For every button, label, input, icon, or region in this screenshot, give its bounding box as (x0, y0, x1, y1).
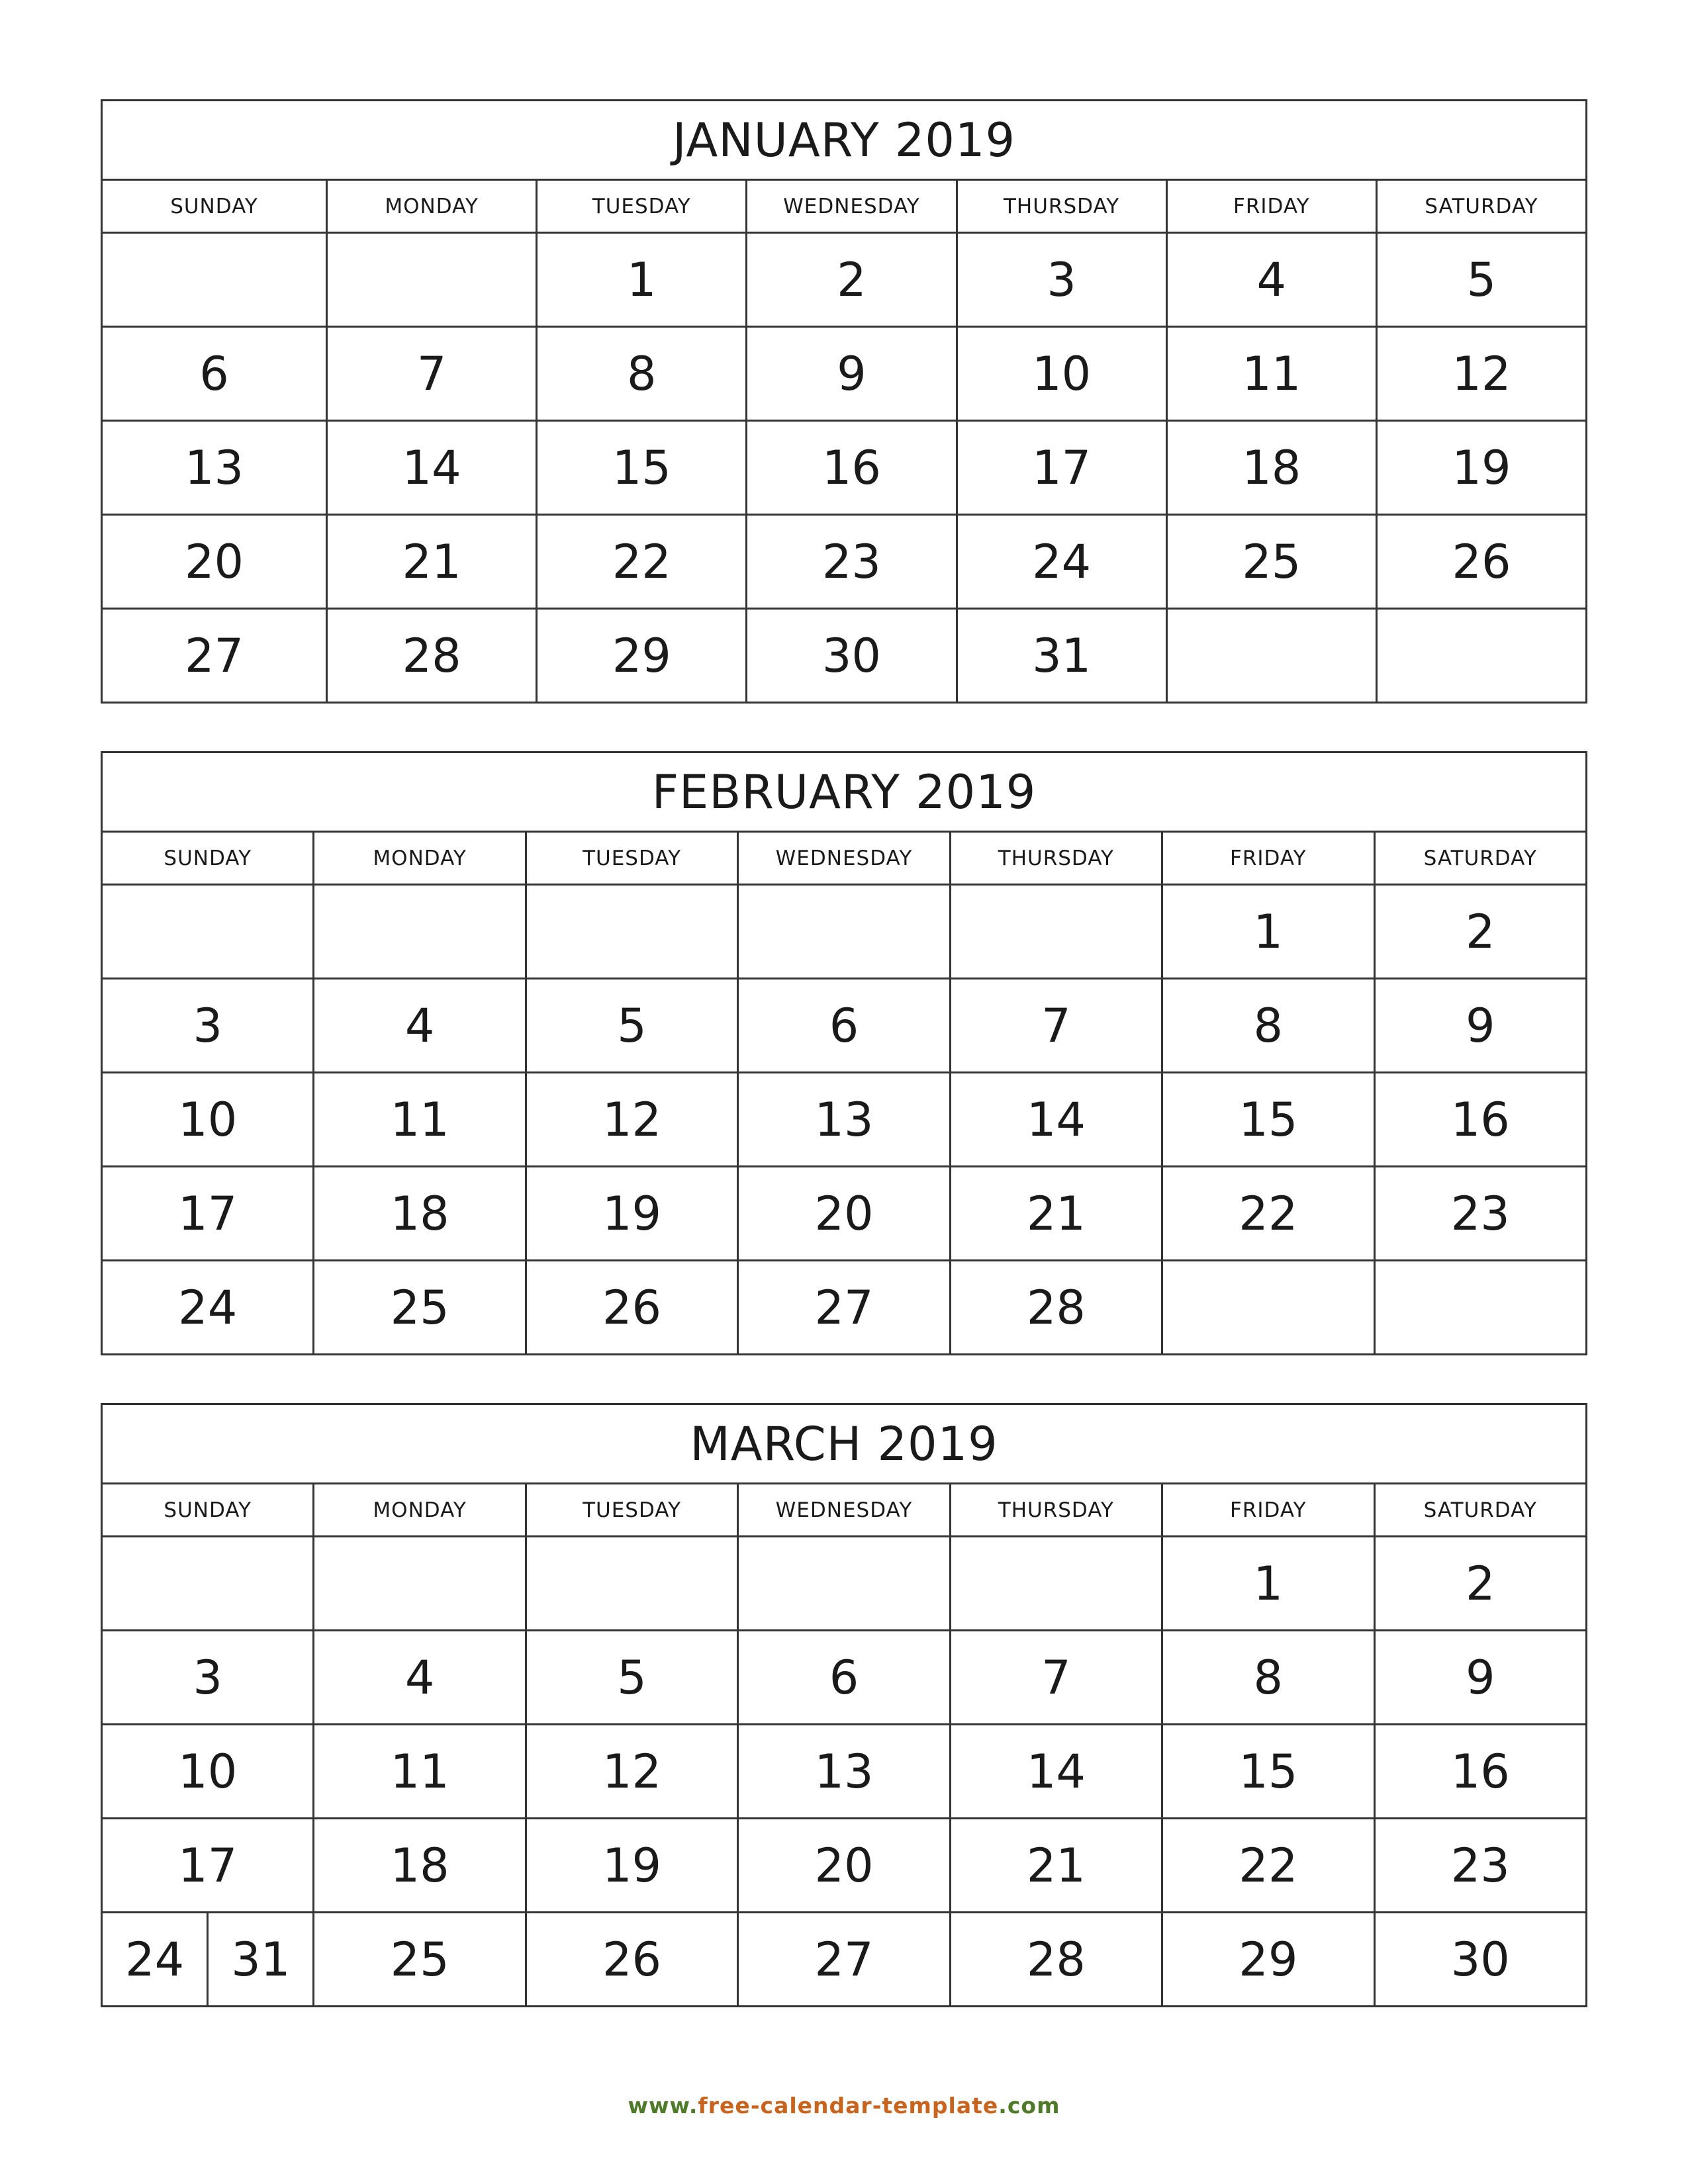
day-cell-empty (1168, 610, 1378, 702)
day-cell: 19 (527, 1819, 739, 1911)
day-cell: 5 (527, 979, 739, 1071)
day-cell: 13 (739, 1073, 951, 1165)
day-cell: 13 (103, 422, 328, 514)
day-cell: 13 (739, 1725, 951, 1817)
day-cell: 2 (1465, 1556, 1495, 1611)
week-rows (103, 1537, 1585, 2005)
weekday-tuesday: TUESDAY (527, 1484, 739, 1535)
weekday-friday: FRIDAY (1163, 833, 1375, 884)
day-cell: 11 (314, 1725, 526, 1817)
weekday-saturday: SATURDAY (1423, 846, 1537, 870)
weekday-monday: MONDAY (314, 1484, 526, 1535)
day-number: 24 (103, 1913, 209, 2005)
day-cell: 4 (1168, 234, 1378, 326)
week-row (103, 886, 1585, 979)
day-cell: 29 (538, 610, 747, 702)
day-cell: 1 (1163, 886, 1375, 978)
weekday-tuesday: TUESDAY (527, 833, 739, 884)
weekday-monday: MONDAY (314, 833, 526, 884)
day-cell: 3 (103, 1631, 314, 1723)
day-cell: 20 (739, 1819, 951, 1911)
day-cell-empty (1376, 1261, 1585, 1353)
week-rows (103, 886, 1585, 1353)
day-cell: 14 (951, 1725, 1163, 1817)
day-cell: 4 (314, 1631, 526, 1723)
day-cell: 27 (739, 1913, 951, 2005)
day-cell: 9 (747, 328, 957, 420)
day-cell-empty (951, 1537, 1163, 1629)
day-cell: 20 (739, 1167, 951, 1259)
day-cell: 21 (328, 516, 538, 608)
day-cell: 27 (739, 1261, 951, 1353)
week-row (103, 328, 1585, 422)
day-cell: 23 (1450, 1838, 1510, 1893)
day-cell: 11 (314, 1073, 526, 1165)
week-row (103, 610, 1585, 702)
day-cell: 28 (328, 610, 538, 702)
weekday-wednesday: WEDNESDAY (739, 1484, 951, 1535)
weekday-friday: FRIDAY (1168, 181, 1378, 232)
day-cell-empty (739, 1537, 951, 1629)
weekday-saturday: SATURDAY (1423, 1498, 1537, 1522)
weekday-wednesday: WEDNESDAY (739, 833, 951, 884)
day-cell: 10 (103, 1073, 314, 1165)
day-cell: 12 (527, 1073, 739, 1165)
day-cell: 9 (1465, 1650, 1495, 1705)
day-cell: 20 (103, 516, 328, 608)
week-row (103, 1167, 1585, 1261)
day-cell: 18 (1168, 422, 1378, 514)
day-cell: 6 (103, 328, 328, 420)
weekday-header-row (103, 833, 1585, 886)
day-cell: 17 (103, 1819, 314, 1911)
day-cell: 6 (739, 979, 951, 1071)
footer-website[interactable] (0, 2093, 1688, 2118)
day-cell: 10 (103, 1725, 314, 1817)
day-cell: 15 (1163, 1073, 1375, 1165)
footer-suffix: .com (998, 2093, 1060, 2118)
day-cell: 16 (1450, 1092, 1510, 1147)
month-title: MARCH 2019 (103, 1405, 1585, 1484)
day-cell-empty (951, 886, 1163, 978)
day-cell: 14 (328, 422, 538, 514)
day-cell: 3 (958, 234, 1168, 326)
weekday-header-row (103, 1484, 1585, 1537)
month-march (101, 1403, 1587, 2007)
day-cell: 23 (747, 516, 957, 608)
weekday-thursday: THURSDAY (958, 181, 1168, 232)
day-cell: 3 (103, 979, 314, 1071)
day-cell: 24 (958, 516, 1168, 608)
day-cell: 8 (538, 328, 747, 420)
day-cell: 2 (747, 234, 957, 326)
day-cell: 12 (1452, 346, 1511, 401)
day-cell: 7 (951, 979, 1163, 1071)
week-row (103, 1537, 1585, 1631)
week-row (103, 1725, 1585, 1819)
weekday-thursday: THURSDAY (951, 1484, 1163, 1535)
weekday-header-row (103, 181, 1585, 234)
day-cell-empty (103, 1537, 314, 1629)
week-rows (103, 234, 1585, 702)
day-cell: 1 (538, 234, 747, 326)
day-cell: 11 (1168, 328, 1378, 420)
day-cell: 22 (538, 516, 747, 608)
weekday-wednesday: WEDNESDAY (747, 181, 957, 232)
day-cell: 22 (1163, 1819, 1375, 1911)
day-cell: 25 (1168, 516, 1378, 608)
footer-middle: free-calendar-template (698, 2093, 999, 2118)
day-cell: 12 (527, 1725, 739, 1817)
day-cell: 10 (958, 328, 1168, 420)
day-cell: 19 (1452, 440, 1511, 495)
week-row (103, 422, 1585, 516)
day-cell: 26 (527, 1913, 739, 2005)
weekday-friday: FRIDAY (1163, 1484, 1375, 1535)
day-cell: 14 (951, 1073, 1163, 1165)
day-cell: 2 (1465, 904, 1495, 959)
day-cell: 30 (1450, 1932, 1510, 1987)
weekday-saturday: SATURDAY (1425, 194, 1538, 218)
day-cell: 28 (951, 1913, 1163, 2005)
week-row (103, 516, 1585, 610)
day-cell: 23 (1450, 1186, 1510, 1241)
day-cell-empty (328, 234, 538, 326)
day-cell-empty (314, 886, 526, 978)
weekday-thursday: THURSDAY (951, 833, 1163, 884)
day-cell-empty (739, 886, 951, 978)
day-cell: 31 (958, 610, 1168, 702)
month-january (101, 99, 1587, 704)
day-cell: 26 (527, 1261, 739, 1353)
day-cell: 7 (951, 1631, 1163, 1723)
day-cell-empty (527, 886, 739, 978)
day-cell: 29 (1163, 1913, 1375, 2005)
day-cell: 25 (314, 1261, 526, 1353)
week-row (103, 1913, 1585, 2005)
day-cell: 21 (951, 1167, 1163, 1259)
day-cell-empty (314, 1537, 526, 1629)
day-cell: 15 (1163, 1725, 1375, 1817)
day-number: 31 (231, 1932, 291, 1987)
day-cell: 25 (314, 1913, 526, 2005)
day-cell: 27 (103, 610, 328, 702)
day-cell: 17 (958, 422, 1168, 514)
day-cell: 5 (1466, 252, 1497, 307)
day-cell-empty (103, 886, 314, 978)
day-cell: 21 (951, 1819, 1163, 1911)
weekday-tuesday: TUESDAY (538, 181, 747, 232)
weekday-monday: MONDAY (328, 181, 538, 232)
week-row (103, 1073, 1585, 1167)
week-row (103, 1631, 1585, 1725)
day-cell: 28 (951, 1261, 1163, 1353)
day-cell: 9 (1465, 998, 1495, 1053)
month-february (101, 751, 1587, 1355)
week-row (103, 1819, 1585, 1913)
day-cell: 17 (103, 1167, 314, 1259)
week-row (103, 979, 1585, 1073)
month-title: FEBRUARY 2019 (103, 753, 1585, 833)
day-cell: 1 (1163, 1537, 1375, 1629)
day-cell-empty (103, 234, 328, 326)
day-cell: 15 (538, 422, 747, 514)
week-row (103, 234, 1585, 328)
day-cell: 8 (1163, 979, 1375, 1071)
day-cell-empty (1163, 1261, 1375, 1353)
week-row (103, 1261, 1585, 1353)
weekday-sunday: SUNDAY (103, 833, 314, 884)
weekday-sunday: SUNDAY (103, 181, 328, 232)
day-cell: 16 (747, 422, 957, 514)
day-cell: 5 (527, 1631, 739, 1723)
day-cell-empty (1378, 610, 1585, 702)
day-cell-split (103, 1913, 314, 2005)
footer-prefix: www. (628, 2093, 698, 2118)
day-cell: 22 (1163, 1167, 1375, 1259)
month-title: JANUARY 2019 (103, 101, 1585, 181)
day-cell: 18 (314, 1167, 526, 1259)
day-cell: 30 (747, 610, 957, 702)
day-cell: 19 (527, 1167, 739, 1259)
day-cell: 26 (1452, 534, 1511, 589)
day-cell: 24 (103, 1261, 314, 1353)
weekday-sunday: SUNDAY (103, 1484, 314, 1535)
day-cell: 4 (314, 979, 526, 1071)
day-cell: 8 (1163, 1631, 1375, 1723)
day-cell: 6 (739, 1631, 951, 1723)
day-cell: 18 (314, 1819, 526, 1911)
day-cell: 7 (328, 328, 538, 420)
day-cell: 16 (1450, 1744, 1510, 1799)
day-cell-empty (527, 1537, 739, 1629)
